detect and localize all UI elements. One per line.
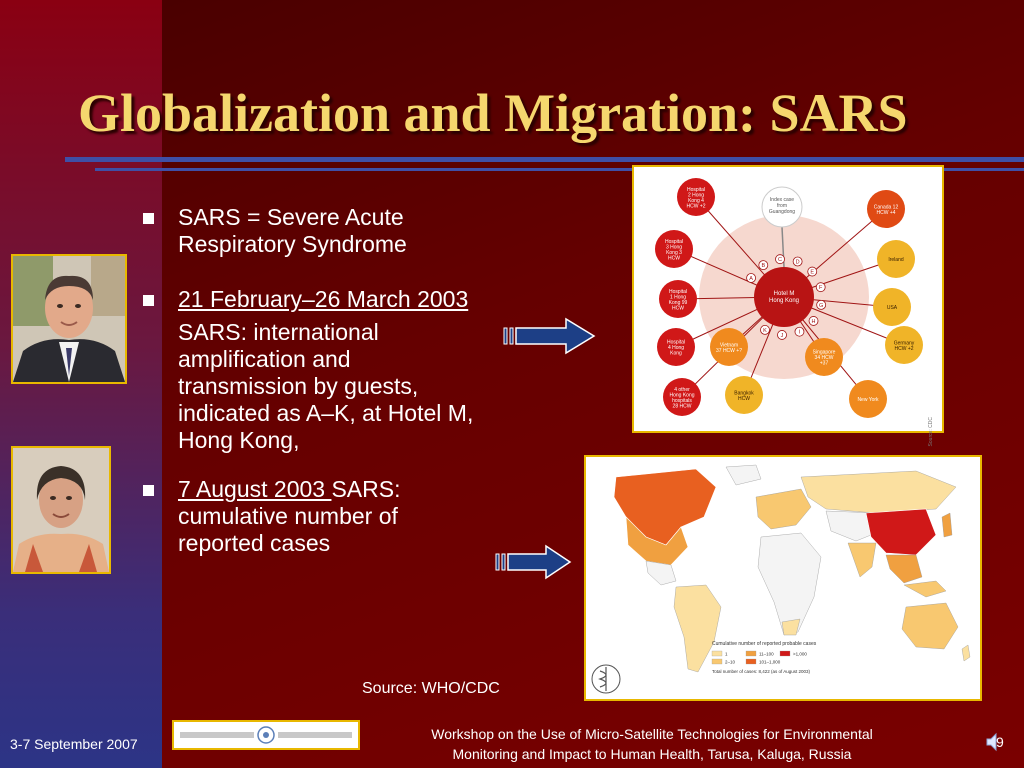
hotel-m-label: Hotel M Hong Kong: [768, 291, 800, 304]
bullet-cumulative-cases: [140, 476, 480, 557]
diagram-node-label: Ireland: [888, 257, 904, 263]
un-office-vienna-logo: [172, 720, 360, 750]
map-legend-label: 1: [725, 651, 728, 657]
map-legend-label: >1,000: [793, 651, 807, 657]
sars-transmission-diagram: [632, 165, 944, 447]
guest-letter: F: [819, 285, 823, 292]
source-credit: Source: WHO/CDC: [362, 680, 500, 697]
guest-letter: H: [811, 318, 816, 325]
diagram-node-label: Canada 12 HCW +4: [873, 204, 899, 216]
footer-workshop-title: [372, 724, 932, 764]
map-legend-label: 2–10: [725, 659, 736, 665]
bullet-text: SARS: international amplification and transmission by guests, indicated as A–K, at Hotel M, Hong Kong,: [178, 319, 474, 453]
bullet-hotel-transmission: [140, 286, 480, 454]
bullet-marker: [143, 295, 154, 306]
hotel-m-node: [754, 267, 814, 327]
bullet-sars-definition: [140, 204, 480, 258]
guest-letter: G: [819, 302, 824, 309]
guest-letter: I: [798, 329, 801, 336]
world-map-svg: [586, 457, 980, 699]
diagram-node-label: Hospital 3 Hong Kong 3 HCW: [664, 238, 684, 262]
footer-workshop-line-1: Workshop on the Use of Micro-Satellite Technologies for Environmental: [431, 726, 873, 742]
map-legend-swatch: [712, 651, 722, 656]
bullet-date: 21 February–26 March 2003: [178, 286, 469, 312]
guest-letter: C: [778, 257, 783, 264]
guest-letter: E: [810, 269, 815, 276]
bullet-marker: [143, 213, 154, 224]
map-legend-swatch: [746, 651, 756, 656]
bullet-text: SARS = Severe Acute Respiratory Syndrome: [178, 204, 407, 257]
transmission-diagram-svg: [634, 167, 942, 447]
guest-letter: A: [749, 276, 753, 282]
speaker-photo-woman: [11, 446, 111, 574]
title-underline-rule: [65, 157, 1024, 162]
diagram-node-label: 4 other Hong Kong hospitals 28 HCW: [669, 386, 695, 410]
bullet-text: SARS: cumulative number of reported cases: [178, 476, 401, 556]
diagram-node-label: Hospital 2 Hong Kong 4 HCW +2: [686, 186, 706, 210]
map-japan: [942, 513, 952, 537]
slide-number: 9: [996, 734, 1004, 750]
arrow-right-icon: [502, 316, 598, 356]
bullet-list: [140, 204, 480, 557]
speaker-photo-man: [11, 254, 127, 384]
diagram-node-label: Bangkok HCW: [734, 390, 754, 402]
map-total-cases: Total number of cases: 8,422 (as of August 2003): [712, 669, 811, 674]
map-legend-label: 101–1,000: [759, 659, 781, 665]
slide-title: Globalization and Migration: SARS: [78, 83, 908, 143]
diagram-node-label: Hospital 4 Hong Kong: [666, 339, 686, 357]
diagram-node-label: Vietnam 37 HCW +?: [716, 342, 742, 354]
guest-letter: K: [763, 327, 767, 334]
guest-letter: J: [780, 332, 784, 339]
sars-cases-world-map: [584, 455, 982, 701]
map-legend-swatch: [746, 659, 756, 664]
index-case-label: Index case from Guangdong: [768, 197, 796, 215]
footer-workshop-line-2: Monitoring and Impact to Human Health, Tarusa, Kaluga, Russia: [452, 746, 852, 762]
map-legend-label: 11–100: [759, 651, 774, 657]
arrow-right-icon: [494, 543, 574, 581]
bullet-marker: [143, 485, 154, 496]
footer-date: 3-7 September 2007: [10, 736, 138, 752]
diagram-node-label: USA: [886, 305, 898, 311]
diagram-credit: Source: CDC: [928, 417, 934, 447]
diagram-node-label: Hospital 1 Hong Kong 99 HCW: [668, 288, 688, 312]
map-legend-swatch: [780, 651, 790, 656]
diagram-node-label: Singapore 34 HCW +37: [812, 349, 836, 367]
diagram-node-label: New York: [857, 397, 879, 403]
guest-letter: D: [795, 259, 800, 266]
diagram-node-label: Germany HCW +2: [893, 340, 915, 352]
map-legend-title: Cumulative number of reported probable cases: [712, 641, 817, 647]
bullet-date: 7 August 2003: [178, 476, 332, 502]
map-legend-swatch: [712, 659, 722, 664]
guest-letter: B: [761, 263, 766, 270]
